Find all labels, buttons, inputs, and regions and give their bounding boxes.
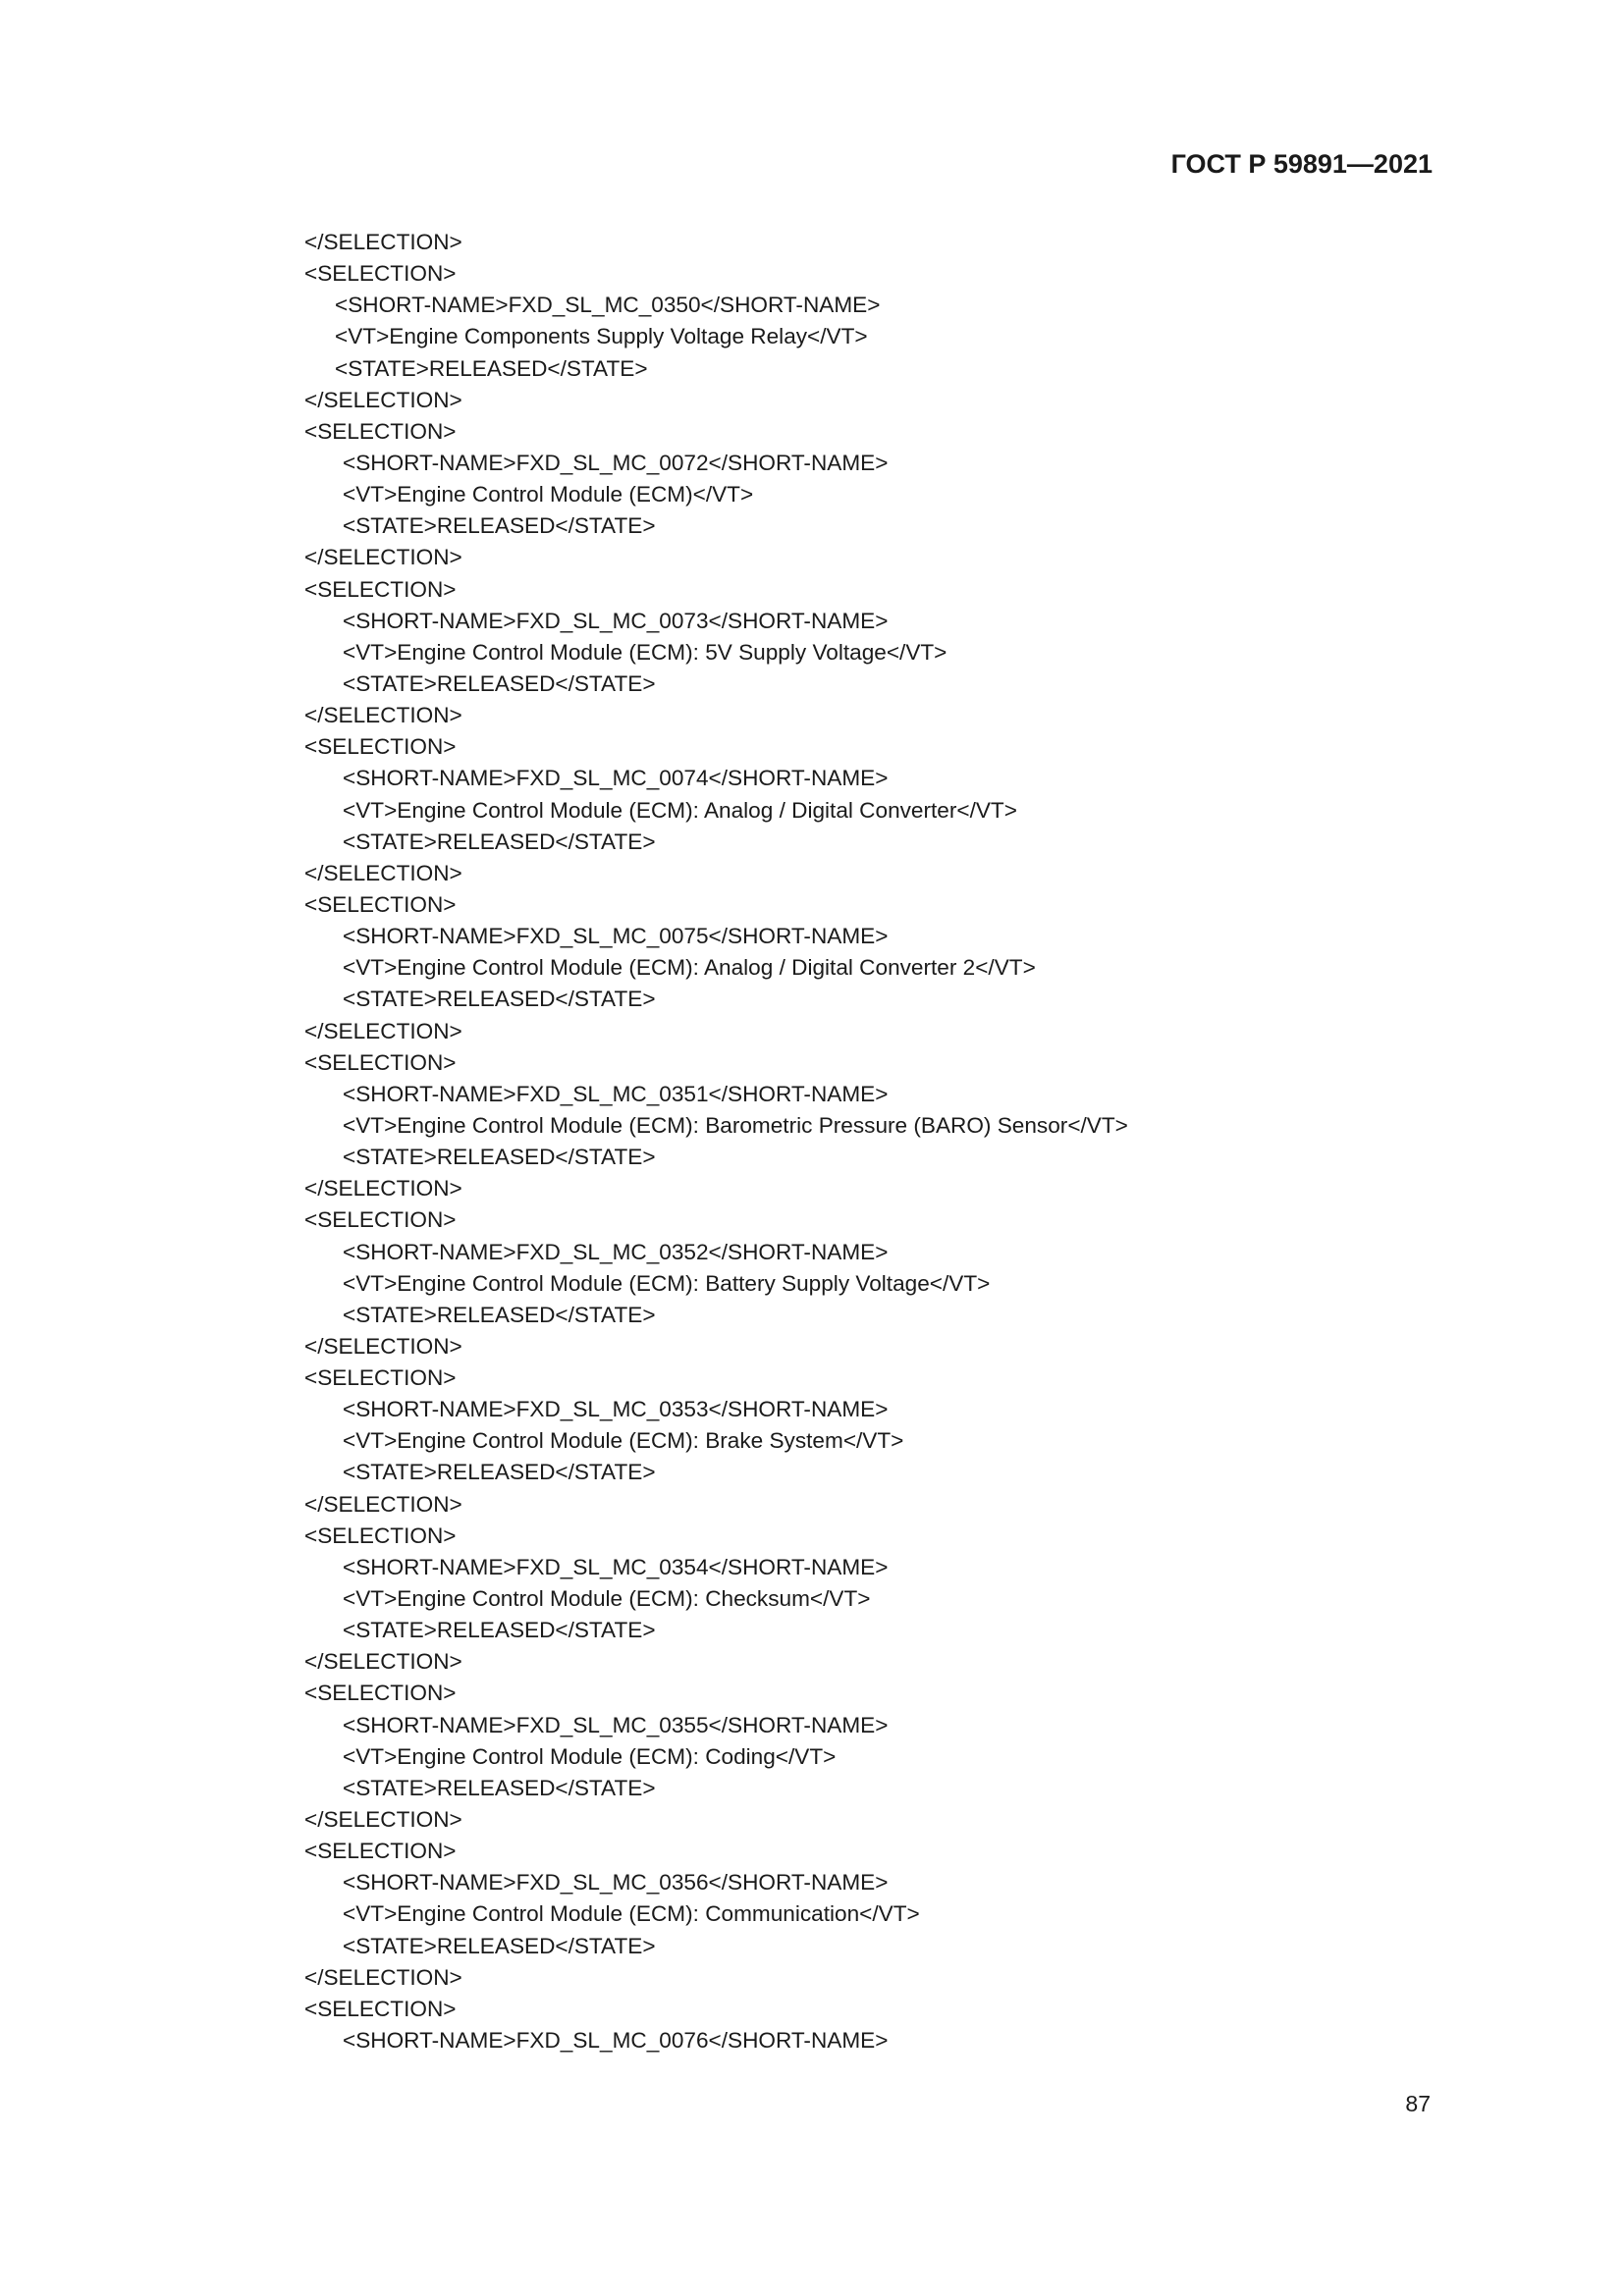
selection-close-tag: </SELECTION>	[304, 1649, 462, 1675]
selection-close-tag: </SELECTION>	[304, 230, 462, 254]
short-name-line: <SHORT-NAME>FXD_SL_MC_0073</SHORT-NAME>	[343, 608, 889, 633]
xml-listing	[304, 227, 1128, 2056]
state-line: <STATE>RELEASED</STATE>	[343, 1302, 656, 1327]
selection-open-tag: <SELECTION>	[304, 576, 457, 602]
short-name-line: <SHORT-NAME>FXD_SL_MC_0351</SHORT-NAME>	[343, 1081, 889, 1106]
state-line: <STATE>RELEASED</STATE>	[343, 1933, 656, 1958]
vt-line: <VT>Engine Control Module (ECM): Communication</VT>	[343, 1901, 920, 1927]
vt-line: <VT>Engine Components Supply Voltage Relay</VT>	[335, 324, 868, 349]
selection-close-tag: </SELECTION>	[304, 1491, 462, 1517]
selection-close-tag: </SELECTION>	[304, 1807, 462, 1833]
state-line: <STATE>RELEASED</STATE>	[343, 828, 656, 854]
vt-line: <VT>Engine Control Module (ECM): Brake System</VT>	[343, 1428, 904, 1454]
selection-close-tag: </SELECTION>	[304, 545, 462, 570]
selection-open-tag: <SELECTION>	[304, 261, 457, 287]
short-name-line: <SHORT-NAME>FXD_SL_MC_0354</SHORT-NAME>	[343, 1554, 889, 1579]
vt-line: <VT>Engine Control Module (ECM): Analog / Digital Converter 2</VT>	[343, 955, 1036, 981]
vt-line: <VT>Engine Control Module (ECM): Barometric Pressure (BARO) Sensor</VT>	[343, 1112, 1128, 1138]
selection-open-tag: <SELECTION>	[304, 1207, 457, 1233]
short-name-line: <SHORT-NAME>FXD_SL_MC_0355</SHORT-NAME>	[343, 1712, 889, 1737]
vt-line: <VT>Engine Control Module (ECM)</VT>	[343, 482, 754, 507]
selection-close-tag: </SELECTION>	[304, 387, 462, 412]
selection-close-tag: </SELECTION>	[304, 1018, 462, 1043]
short-name-line: <SHORT-NAME>FXD_SL_MC_0072</SHORT-NAME>	[343, 450, 889, 475]
short-name-line: <SHORT-NAME>FXD_SL_MC_0350</SHORT-NAME>	[335, 293, 881, 318]
selection-open-tag: <SELECTION>	[304, 891, 457, 917]
selection-open-tag: <SELECTION>	[304, 1522, 457, 1548]
selection-close-tag: </SELECTION>	[304, 1964, 462, 1990]
selection-close-tag: </SELECTION>	[304, 1333, 462, 1359]
selection-close-tag: </SELECTION>	[304, 1176, 462, 1201]
standard-header: ГОСТ Р 59891—2021	[1170, 149, 1433, 179]
vt-line: <VT>Engine Control Module (ECM): Analog / Digital Converter</VT>	[343, 797, 1017, 823]
selection-open-tag: <SELECTION>	[304, 1996, 457, 2021]
short-name-line: <SHORT-NAME>FXD_SL_MC_0352</SHORT-NAME>	[343, 1239, 889, 1264]
short-name-line: <SHORT-NAME>FXD_SL_MC_0076</SHORT-NAME>	[343, 2028, 889, 2054]
state-line: <STATE>RELEASED</STATE>	[335, 355, 648, 381]
selection-open-tag: <SELECTION>	[304, 418, 457, 444]
selection-open-tag: <SELECTION>	[304, 1839, 457, 1864]
vt-line: <VT>Engine Control Module (ECM): Coding</VT>	[343, 1743, 837, 1769]
selection-open-tag: <SELECTION>	[304, 1049, 457, 1075]
state-line: <STATE>RELEASED</STATE>	[343, 513, 656, 539]
state-line: <STATE>RELEASED</STATE>	[343, 1618, 656, 1643]
state-line: <STATE>RELEASED</STATE>	[343, 670, 656, 696]
selection-open-tag: <SELECTION>	[304, 1681, 457, 1706]
selection-open-tag: <SELECTION>	[304, 734, 457, 760]
state-line: <STATE>RELEASED</STATE>	[343, 987, 656, 1012]
selection-open-tag: <SELECTION>	[304, 1365, 457, 1391]
short-name-line: <SHORT-NAME>FXD_SL_MC_0356</SHORT-NAME>	[343, 1870, 889, 1896]
short-name-line: <SHORT-NAME>FXD_SL_MC_0075</SHORT-NAME>	[343, 924, 889, 949]
short-name-line: <SHORT-NAME>FXD_SL_MC_0353</SHORT-NAME>	[343, 1397, 889, 1422]
selection-close-tag: </SELECTION>	[304, 703, 462, 728]
selection-close-tag: </SELECTION>	[304, 860, 462, 885]
vt-line: <VT>Engine Control Module (ECM): Checksum</VT>	[343, 1586, 871, 1612]
page-number: 87	[1405, 2091, 1431, 2116]
state-line: <STATE>RELEASED</STATE>	[343, 1460, 656, 1485]
state-line: <STATE>RELEASED</STATE>	[343, 1775, 656, 1800]
state-line: <STATE>RELEASED</STATE>	[343, 1145, 656, 1170]
vt-line: <VT>Engine Control Module (ECM): 5V Supply Voltage</VT>	[343, 639, 947, 665]
vt-line: <VT>Engine Control Module (ECM): Battery Supply Voltage</VT>	[343, 1270, 991, 1296]
short-name-line: <SHORT-NAME>FXD_SL_MC_0074</SHORT-NAME>	[343, 766, 889, 791]
